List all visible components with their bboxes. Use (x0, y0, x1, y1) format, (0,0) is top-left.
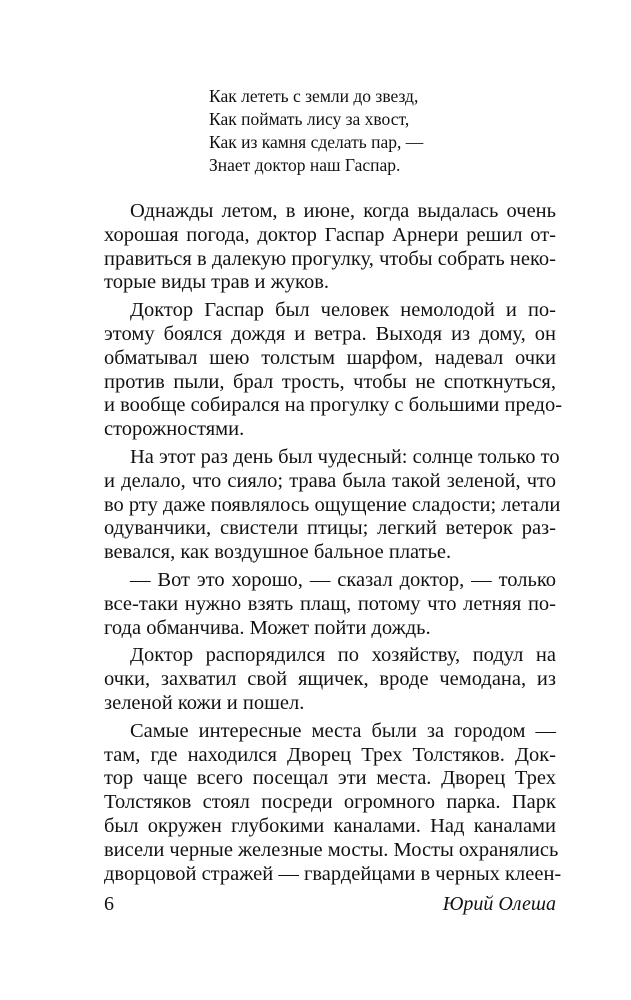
text-line: хорошая погода, доктор Гаспар Арнери решил от- (104, 223, 556, 246)
text-line: Доктор Гаспар был человек немолодой и по- (130, 299, 556, 322)
paragraph-5 (104, 644, 556, 715)
paragraph-4 (104, 569, 556, 640)
text-line: одуванчики, свистели птицы; легкий ветерок раз- (104, 517, 556, 540)
text-line: Однажды летом, в июне, когда выдалась очень (130, 200, 556, 222)
text-line: сторожностями. (104, 418, 245, 441)
text-line: очки, захватил свой ящичек, вроде чемодана, из (104, 668, 556, 691)
epigraph (209, 85, 529, 177)
text-line: торые виды трав и жуков. (104, 271, 330, 294)
epigraph-line: Как лететь с земли до звезд, (209, 86, 419, 106)
epigraph-line: Знает доктор наш Гаспар. (209, 155, 401, 175)
text-line: против пыли, брал трость, чтобы не споткнуться, (104, 370, 556, 393)
page-footer (104, 893, 556, 919)
page-number: 6 (104, 893, 114, 915)
text-line: там, где находился Дворец Трех Толстяков. Док- (104, 743, 556, 766)
text-line: этому боялся дождя и ветра. Выходя из дому, он (104, 322, 556, 345)
paragraph-3 (104, 445, 561, 565)
text-line: и вообще собирался на прогулку с большими предо- (104, 394, 563, 417)
body-text (104, 200, 563, 890)
paragraph-6 (104, 719, 562, 887)
text-line: Самые интересные места были за городом — (130, 719, 556, 742)
text-line: дворцовой стражей — гвардейцами в черных клеен- (104, 862, 562, 885)
text-line: все-таки нужно взять плащ, потому что летняя по- (104, 592, 556, 615)
paragraph-2 (104, 299, 563, 442)
text-line: во рту даже появлялось ощущение сладости; летали (104, 493, 561, 516)
paragraph-1 (104, 200, 556, 295)
text-line: Доктор распорядился по хозяйству, подул на (130, 644, 556, 667)
text-line: — Вот это хорошо, — сказал доктор, — только (130, 568, 556, 591)
text-line: зеленой кожи и пошел. (104, 691, 305, 714)
text-line: Толстяков стоял посреди огромного парка. Парк (104, 791, 556, 814)
text-line: вевался, как воздушное бальное платье. (104, 541, 452, 564)
text-line: обматывал шею толстым шарфом, надевал очки (104, 346, 556, 369)
text-line: и делало, что сияло; трава была такой зеленой, что (104, 469, 556, 492)
text-line: года обманчива. Может пойти дождь. (104, 616, 431, 639)
text-line: был окружен глубокими каналами. Над каналами (104, 814, 556, 837)
epigraph-line: Как поймать лису за хвост, (209, 109, 410, 129)
text-line: висели черные железные мосты. Мосты охранялись (104, 838, 559, 861)
text-line: правиться в далекую прогулку, чтобы собрать неко- (104, 247, 556, 270)
text-line: На этот раз день был чудесный: солнце только то (130, 445, 560, 468)
running-title: Юрий Олеша (442, 893, 556, 915)
epigraph-line: Как из камня сделать пар, — (209, 132, 424, 152)
text-line: тор чаще всего посещал эти места. Дворец Трех (104, 767, 556, 790)
